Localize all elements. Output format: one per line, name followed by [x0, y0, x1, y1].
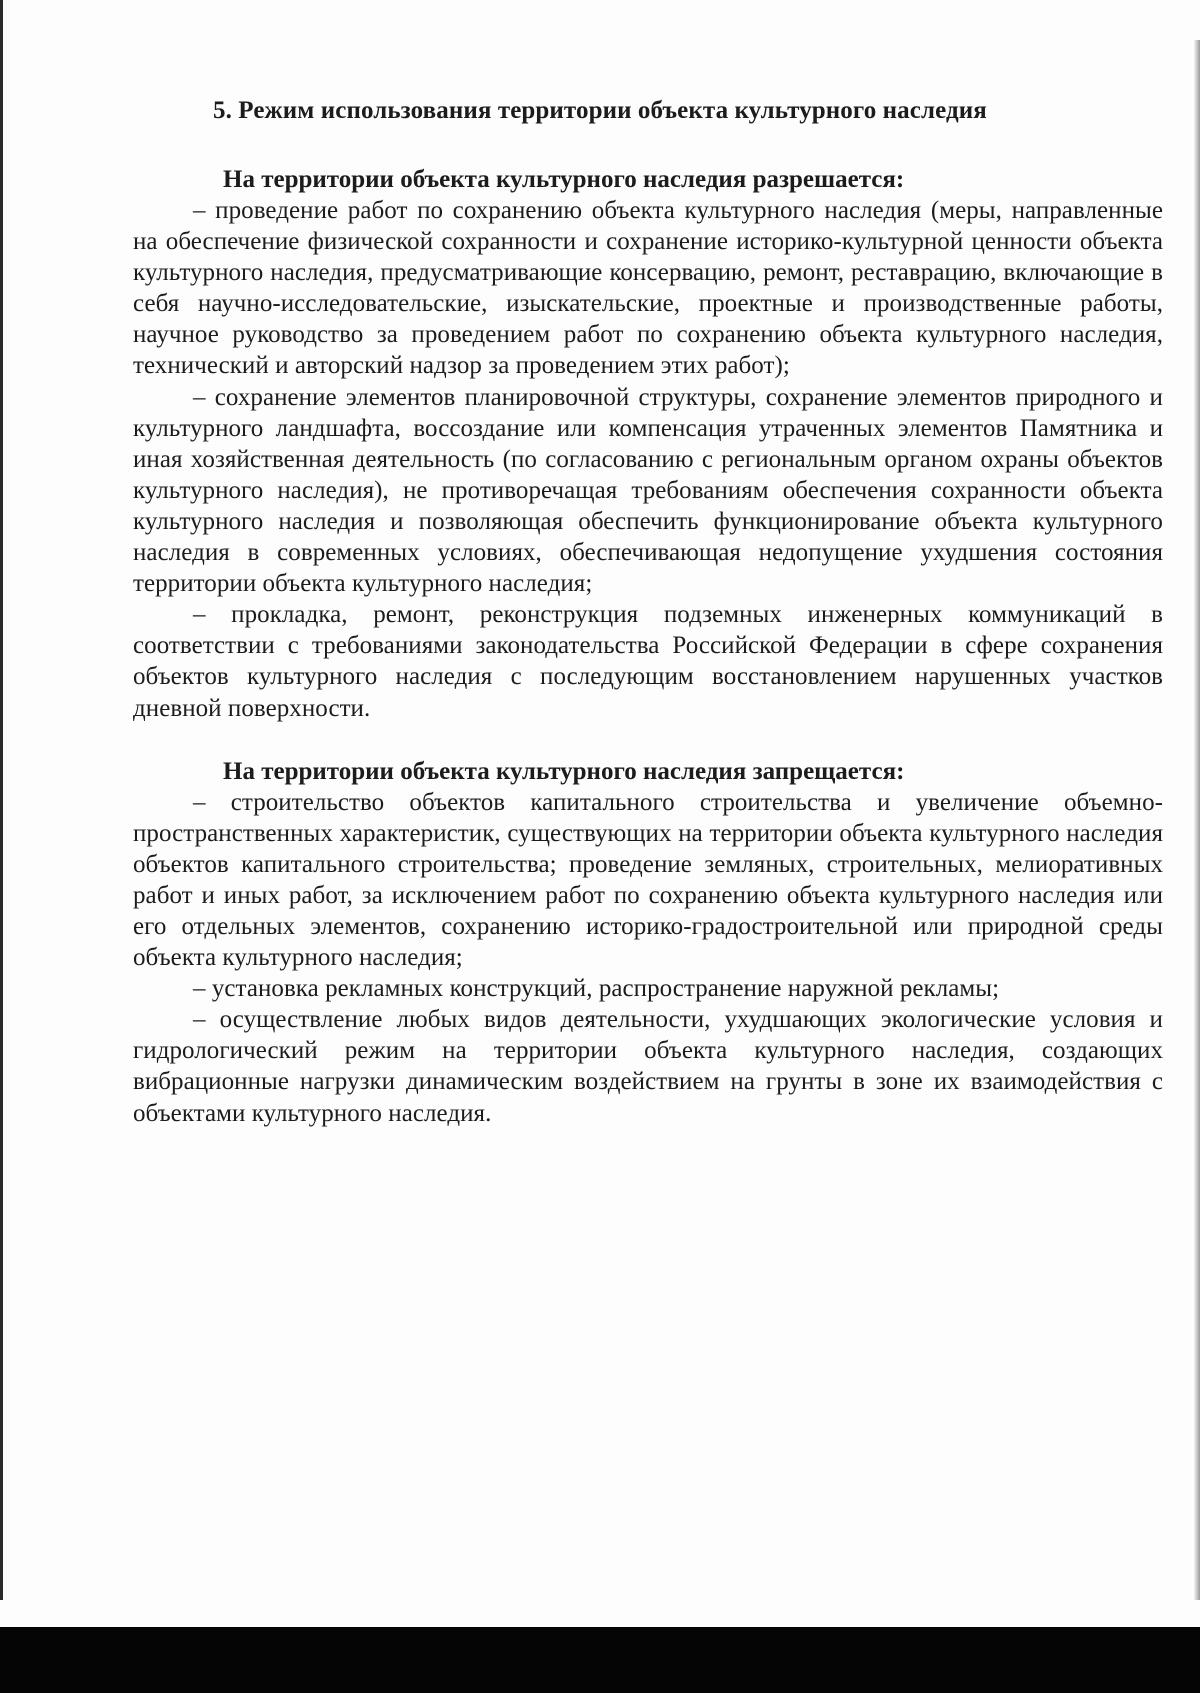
prohibited-item: – установка рекламных конструкций, распространение наружной рекламы;: [193, 975, 1000, 1003]
scan-left-edge: [0, 0, 3, 1600]
allowed-item: – сохранение элементов планировочной структуры, сохранение элементов природного и культурного ландшафта, воссоздание или компенсация утраченных элементов Памятника и иная хозяйственная деятельность (по согласованию с региональным органом охраны объектов культурного наследия), не противоречащая требованиям обеспечения сохранности объекта культурного наследия и позволяющая обеспечить функционирование объекта культурного наследия в современных условиях, обеспечивающая недопущение ухудшения состояния территории объекта культурного наследия;: [133, 383, 1163, 598]
allowed-title: На территории объекта культурного наследия разрешается:: [223, 166, 905, 193]
section-gap: [133, 724, 1163, 756]
section-heading: 5. Режим использования территории объекта культурного наследия: [213, 97, 987, 124]
allowed-item: – проведение работ по сохранению объекта культурного наследия (меры, направленные на обеспечение физической сохранности и сохранение историко-культурной ценности объекта культурного наследия, предусматривающие консервацию, ремонт, реставрацию, включающие в себя научно-исследовательские, изыскательские, проектные и производственные работы, научное руководство за проведением работ по сохранению объекта культурного наследия, технический и авторский надзор за проведением этих работ);: [133, 197, 1163, 380]
prohibited-item: – строительство объектов капитального строительства и увеличение объемно-пространственных характеристик, существующих на территории объекта культурного наследия объектов капитального строительства; проведение земляных, строительных, мелиоративных работ и иных работ, за исключением работ по сохранению объекта культурного наследия или его отдельных элементов, сохранению историко-градостроительной или природной среды объекта культурного наследия;: [133, 788, 1163, 972]
scan-right-edge: [1194, 40, 1200, 1600]
document-body: [133, 94, 1163, 1129]
allowed-item: – прокладка, ремонт, реконструкция подземных инженерных коммуникаций в соответствии с требованиями законодательства Российской Федерации в сфере сохранения объектов культурного наследия с последующим восстановлением нарушенных участков дневной поверхности.: [133, 601, 1163, 722]
scan-bottom-border: [0, 1627, 1200, 1693]
prohibited-item: – осуществление любых видов деятельности, ухудшающих экологические условия и гидрологический режим на территории объекта культурного наследия, создающих вибрационные нагрузки динамическим воздействием на грунты в зоне их взаимодействия с объектами культурного наследия.: [133, 1006, 1163, 1127]
prohibited-title: На территории объекта культурного наследия запрещается:: [223, 757, 905, 785]
